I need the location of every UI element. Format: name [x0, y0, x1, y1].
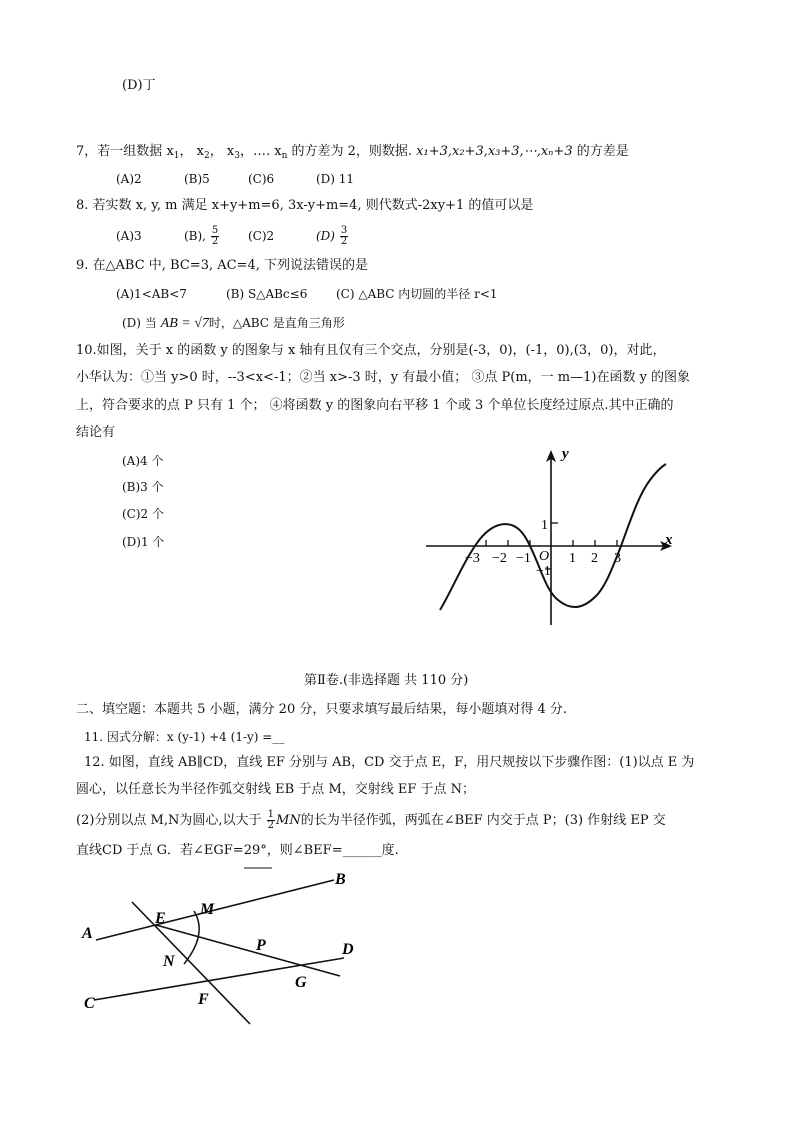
q7-x3: x [226, 144, 235, 159]
x-tick-label-neg2: −2 [492, 551, 507, 566]
q6-option-d: (D)丁 [122, 78, 156, 93]
q11-text: 11. 因式分解：x (y-1) +4 (1-y) =__ [84, 730, 285, 744]
arc-mn [184, 911, 199, 964]
point-e-label: E [155, 910, 166, 927]
point-n-label: N [163, 953, 175, 970]
section-2-intro: 二、填空题：本题共 5 小题，满分 20 分，只要求填写最后结果，每小题填对得 4 分. [76, 702, 568, 717]
section-2-title: 第Ⅱ卷.(非选择题 共 110 分) [304, 673, 469, 688]
point-g-label: G [295, 974, 307, 991]
point-m-label: M [200, 901, 215, 918]
x-tick-label-neg3: −3 [465, 551, 480, 566]
x-tick-label-neg1: −1 [516, 551, 531, 566]
q12-line-4: 直线CD 于点 G．若∠EGF=29°，则∠BEF=______度. [76, 843, 399, 858]
q8-option-d-fraction: $\frac{3}{2}$ [340, 225, 348, 247]
q10-option-d: (D)1 个 [122, 535, 165, 549]
q8-option-c: (C)2 [248, 229, 275, 243]
q10-option-b: (B)3 个 [122, 480, 164, 494]
x-tick-label-2: 2 [591, 551, 598, 566]
q8-stem: 8. 若实数 x, y, m 满足 x+y+m=6, 3x-y+m=4, 则代数式-2xy+1 的值可以是 [76, 198, 534, 213]
point-d-label: D [342, 941, 354, 958]
q7-x2: x [196, 144, 204, 159]
q7-number: 7 [76, 144, 85, 159]
line-ab [96, 880, 334, 940]
q9-option-c: (C) △ABC 内切圆的半径 r<1 [336, 287, 498, 301]
y-tick-label-neg1: −1 [536, 564, 551, 579]
q8-option-b: (B), $\frac{5}{2}$ [184, 225, 219, 247]
x-axis-label: x [665, 532, 673, 548]
point-a-label: A [82, 925, 93, 942]
q10-option-c: (C)2 个 [122, 507, 164, 521]
origin-label: O [539, 549, 550, 564]
q8-option-b-fraction: $\frac{5}{2}$ [211, 225, 219, 247]
function-curve [440, 464, 666, 610]
x-tick-label-1: 1 [569, 551, 576, 566]
q7-x1: x [166, 144, 174, 159]
q7-option-c: (C)6 [248, 172, 275, 186]
point-f-label: F [198, 991, 209, 1008]
point-b-label: B [335, 871, 346, 888]
q12-fraction: $\frac{1}{2}$ [267, 809, 275, 831]
q7-option-b: (B)5 [184, 172, 210, 186]
y-axis-label: y [562, 446, 569, 462]
y-tick-label-1: 1 [541, 518, 548, 533]
q10-line-3: 上，符合要求的点 P 只有 1 个； ④将函数 y 的图象向右平移 1 个或 3 个单位长度经过原点.其中正确的 [76, 398, 674, 413]
line-ef [132, 902, 250, 1024]
q7-lead: ，若一组数据 [84, 144, 163, 159]
q9-option-b: (B) S△ABc≤6 [226, 287, 308, 301]
q7-stem: 7，若一组数据 $x_1$， $x_2$， $x_3$，…. $x_n$ 的方差为 2，则数据. x₁+3,x₂+3,x₃+3,⋯,xₙ+3 的方差是 [76, 144, 629, 161]
q10-line-1: 10.如图，关于 x 的函数 y 的图象与 x 轴有且仅有三个交点，分别是(-3，0)，(-1，0),(3，0)，对此， [76, 343, 666, 358]
q7-expression: x₁+3,x₂+3,x₃+3,⋯,xₙ+3 [416, 144, 573, 159]
q10-option-a: (A)4 个 [122, 454, 164, 468]
q8-option-d: (D) $\frac{3}{2}$ [316, 225, 348, 247]
ray-ep [156, 925, 340, 976]
q10-line-2: 小华认为：①当 y>0 时，--3<x<-1；②当 x>-3 时，y 有最小值； ③点 P(m，一 m—1)在函数 y 的图象 [76, 370, 691, 385]
q9-option-d-math: AB = √7 [160, 316, 209, 331]
q7-tail: 的方差是 [572, 144, 629, 159]
q10-line-4: 结论有 [76, 425, 116, 440]
q12-line-2: 圆心，以任意长为半径作弧交射线 EB 于点 M，交射线 EF 于点 N； [76, 782, 476, 797]
point-p-label: P [256, 937, 266, 954]
q7-option-d: (D) 11 [316, 172, 355, 186]
q7-option-a: (A)2 [116, 172, 142, 186]
q8-option-a: (A)3 [116, 229, 142, 243]
function-graph [420, 440, 690, 630]
q12-line-3: (2)分别以点 M,N为圆心,以大于 $\frac{1}{2}$ MN的长为半径作弧，两弧在∠BEF 内交于点 P；(3) 作射线 EP 交 [76, 809, 666, 831]
q9-option-d: (D) 当 AB = √7时，△ABC 是直角三角形 [122, 316, 345, 331]
q9-stem: 9. 在△ABC 中, BC=3, AC=4, 下列说法错误的是 [76, 258, 368, 273]
q12-line-1: 12. 如图，直线 AB∥CD，直线 EF 分别与 AB，CD 交于点 E，F，用尺规按以下步骤作图：(1)以点 E 为 [84, 755, 695, 770]
q9-option-a: (A)1<AB<7 [116, 287, 187, 301]
geometry-figure [76, 862, 376, 1032]
x-tick-label-3: 3 [614, 551, 621, 566]
point-c-label: C [84, 995, 95, 1012]
